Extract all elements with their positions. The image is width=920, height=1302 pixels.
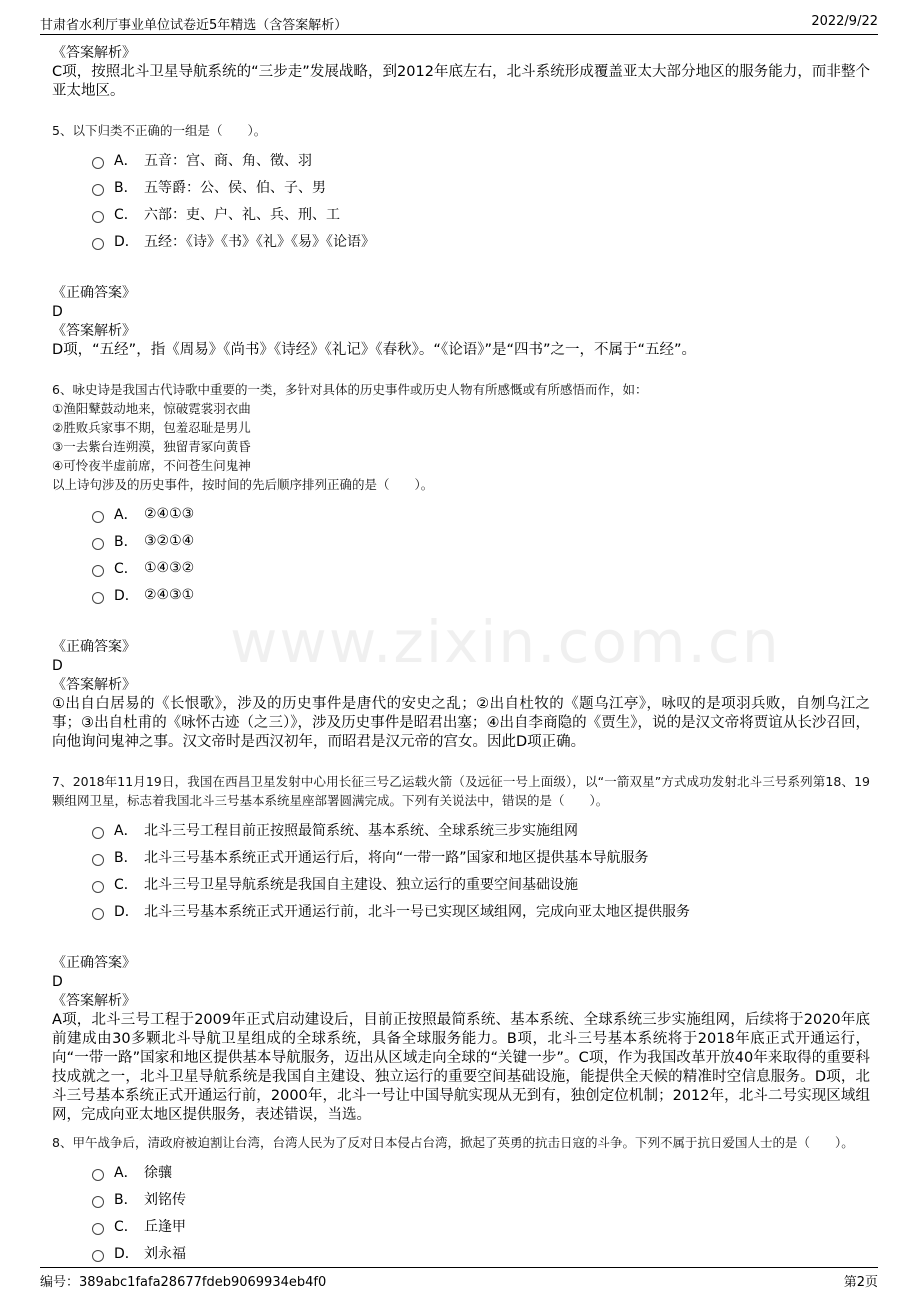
option-d[interactable] [92, 1239, 870, 1266]
radio-icon[interactable] [92, 827, 104, 839]
radio-icon[interactable] [92, 511, 104, 523]
poem-line: ②胜败兵家事不期，包羞忍耻是男儿 [52, 420, 251, 435]
page-number: 第2页 [843, 1275, 878, 1290]
radio-icon[interactable] [92, 854, 104, 866]
answer-value: D [52, 658, 63, 674]
radio-icon[interactable] [92, 211, 104, 223]
option-b[interactable] [92, 843, 870, 870]
poem-line: ④可怜夜半虚前席，不问苍生问鬼神 [52, 458, 251, 473]
radio-icon[interactable] [92, 184, 104, 196]
option-label: C． [114, 560, 138, 577]
option-text: ③②①④ [144, 532, 195, 549]
radio-icon[interactable] [92, 1250, 104, 1262]
question-8 [52, 1133, 870, 1266]
option-d[interactable] [92, 897, 870, 924]
option-b[interactable] [92, 173, 870, 200]
analysis-tag: 《答案解析》 [52, 677, 136, 693]
document-date: 2022/9/22 [811, 14, 878, 29]
radio-icon[interactable] [92, 565, 104, 577]
analysis-text: D项，“五经”，指《周易》《尚书》《诗经》《礼记》《春秋》。“《论语》”是“四书”之一，不属于“五经”。 [52, 342, 697, 358]
option-text: ①④③② [144, 559, 195, 576]
option-text: 北斗三号卫星导航系统是我国自主建设、独立运行的重要空间基础设施 [144, 876, 578, 893]
answer-value: D [52, 974, 63, 990]
option-label: D． [114, 587, 139, 604]
option-text: 刘永福 [144, 1245, 186, 1262]
option-text: 五经：《诗》《书》《礼》《易》《论语》 [144, 233, 375, 250]
radio-icon[interactable] [92, 157, 104, 169]
option-text: 六部：吏、户、礼、兵、刑、工 [144, 206, 340, 223]
options-list [92, 146, 870, 254]
option-text: 徐骧 [144, 1164, 172, 1181]
question-stem: 6、咏史诗是我国古代诗歌中重要的一类，多针对具体的历史事件或历史人物有所感慨或有所感悟而作，如： [52, 382, 648, 397]
option-label: A． [114, 506, 138, 523]
question-6 [52, 380, 870, 752]
answer-tag: 《正确答案》 [52, 285, 136, 301]
option-text: 北斗三号基本系统正式开通运行前，北斗一号已实现区域组网，完成向亚太地区提供服务 [144, 903, 690, 920]
radio-icon[interactable] [92, 1223, 104, 1235]
option-b[interactable] [92, 1185, 870, 1212]
option-a[interactable] [92, 146, 870, 173]
question-prompt: 以上诗句涉及的历史事件，按时间的先后顺序排列正确的是（ ）。 [52, 477, 434, 492]
radio-icon[interactable] [92, 538, 104, 550]
page-header [40, 14, 878, 35]
option-label: B． [114, 849, 138, 866]
question-stem: 8、甲午战争后，清政府被迫割让台湾，台湾人民为了反对日本侵占台湾，掀起了英勇的抗击日寇的斗争。下列不属于抗日爱国人士的是（ ）。 [52, 1135, 854, 1150]
option-text: ②④①③ [144, 505, 195, 522]
option-d[interactable] [92, 581, 870, 608]
document-code: 编号：389abc1fafa28677fdeb9069934eb4f0 [40, 1275, 327, 1290]
answer-tag: 《正确答案》 [52, 639, 136, 655]
watermark: www.zixin.com.cn [230, 608, 781, 676]
option-text: 丘逢甲 [144, 1218, 186, 1235]
option-label: C． [114, 876, 138, 893]
question-7 [52, 772, 870, 1125]
option-c[interactable] [92, 870, 870, 897]
radio-icon[interactable] [92, 238, 104, 250]
option-c[interactable] [92, 200, 870, 227]
option-text: 北斗三号基本系统正式开通运行后，将向“一带一路”国家和地区提供基本导航服务 [144, 849, 649, 866]
analysis-text: C项，按照北斗卫星导航系统的“三步走”发展战略，到2012年底左右，北斗系统形成覆盖亚太大部分地区的服务能力，而非整个亚太地区。 [52, 64, 870, 99]
option-label: A． [114, 1164, 138, 1181]
question-stem: 5、以下归类不正确的一组是（ ）。 [52, 123, 267, 138]
option-label: C． [114, 206, 138, 223]
option-text: ②④③① [144, 586, 195, 603]
option-c[interactable] [92, 1212, 870, 1239]
page-footer [40, 1267, 878, 1290]
option-label: D． [114, 1245, 139, 1262]
analysis-text: A项，北斗三号工程于2009年正式启动建设后，目前正按照最简系统、基本系统、全球系统三步实施组网，后续将于2020年底前建成由30多颗北斗导航卫星组成的全球系统，具备全球服务能力。B项，北斗三号基本系统将于2018年底正式开通运行，向“一带一路”国家和地区提供基本导航服务，迈出从区域走向全球的“关键一步”。C项，作为我国改革开放40年来取得的重要科技成就之一，北斗卫星导航系统是我国自主建设、独立运行的重要空间基础设施，能提供全天候的精准时空信息服务。D项，北斗三号基本系统正式开通运行前，2000年，北斗一号让中国导航实现从无到有，独创定位机制；2012年，北斗二号实现区域组网，完成向亚太地区提供服务，表述错误，当选。 [52, 1012, 870, 1123]
option-text: 北斗三号工程目前正按照最简系统、基本系统、全球系统三步实施组网 [144, 822, 578, 839]
option-text: 刘铭传 [144, 1191, 186, 1208]
option-label: D． [114, 233, 139, 250]
radio-icon[interactable] [92, 881, 104, 893]
options-list [92, 500, 870, 608]
radio-icon[interactable] [92, 1169, 104, 1181]
options-list [92, 1158, 870, 1266]
option-label: D． [114, 903, 139, 920]
option-a[interactable] [92, 500, 870, 527]
option-label: B． [114, 179, 138, 196]
option-label: B． [114, 533, 138, 550]
option-text: 五等爵：公、侯、伯、子、男 [144, 179, 326, 196]
answer-tag: 《正确答案》 [52, 955, 136, 971]
poem-line: ③一去紫台连朔漠，独留青冢向黄昏 [52, 439, 251, 454]
page-content [52, 44, 870, 1266]
question-stem: 7、2018年11月19日，我国在西昌卫星发射中心用长征三号乙运载火箭（及远征一号上面级），以“一箭双星”方式成功发射北斗三号系列第18、19颗组网卫星，标志着我国北斗三号基本系统星座部署圆满完成。下列有关说法中，错误的是（ ）。 [52, 774, 870, 808]
analysis-text: ①出自白居易的《长恨歌》，涉及的历史事件是唐代的安史之乱；②出自杜牧的《题乌江亭》，咏叹的是项羽兵败，自刎乌江之事；③出自杜甫的《咏怀古迹（之三）》，涉及历史事件是昭君出塞；④出自李商隐的《贾生》，说的是汉文帝将贾谊从长沙召回，向他询问鬼神之事。汉文帝时是西汉初年，而昭君是汉元帝的宫女。因此D项正确。 [52, 696, 870, 750]
option-label: B． [114, 1191, 138, 1208]
document-title: 甘肃省水利厅事业单位试卷近5年精选（含答案解析） [40, 18, 348, 33]
option-c[interactable] [92, 554, 870, 581]
option-label: A． [114, 822, 138, 839]
analysis-tag: 《答案解析》 [52, 993, 136, 1009]
option-text: 五音：宫、商、角、徵、羽 [144, 152, 312, 169]
question-5 [52, 121, 870, 360]
option-a[interactable] [92, 816, 870, 843]
radio-icon[interactable] [92, 908, 104, 920]
radio-icon[interactable] [92, 1196, 104, 1208]
poem-line: ①渔阳鼙鼓动地来，惊破霓裳羽衣曲 [52, 401, 251, 416]
option-label: A． [114, 152, 138, 169]
option-d[interactable] [92, 227, 870, 254]
radio-icon[interactable] [92, 592, 104, 604]
option-label: C． [114, 1218, 138, 1235]
answer-value: D [52, 304, 63, 320]
analysis-tag: 《答案解析》 [52, 45, 136, 61]
analysis-tag: 《答案解析》 [52, 323, 136, 339]
options-list [92, 816, 870, 924]
option-a[interactable] [92, 1158, 870, 1185]
option-b[interactable] [92, 527, 870, 554]
